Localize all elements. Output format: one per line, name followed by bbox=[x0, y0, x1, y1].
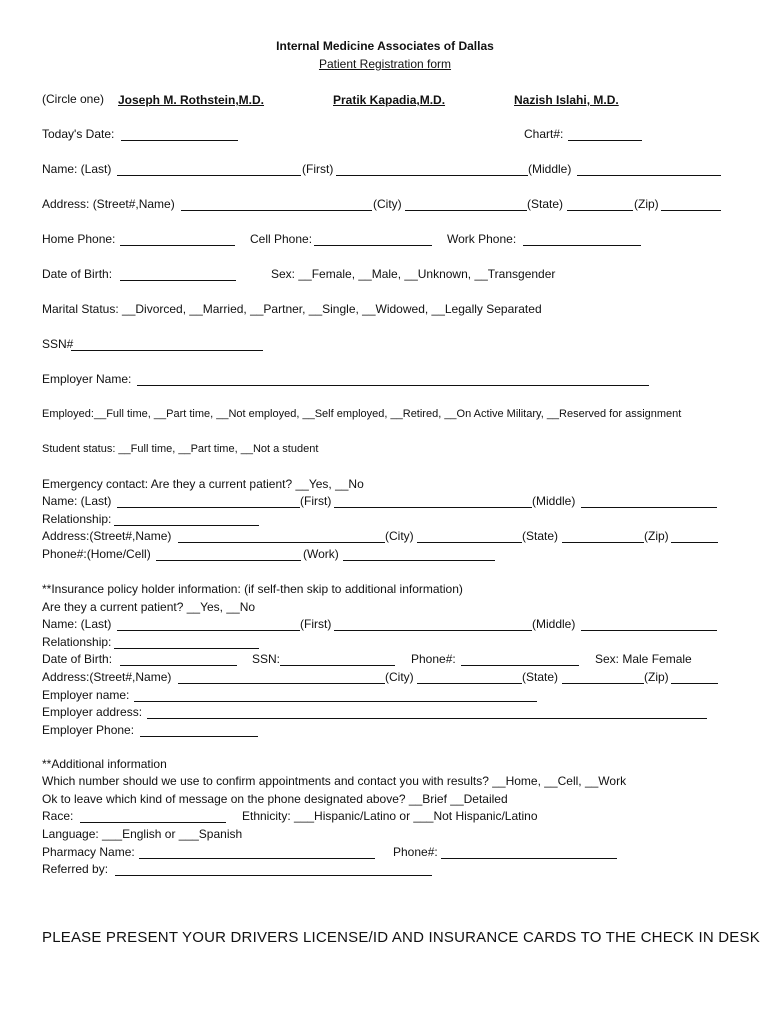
employer-name-label: Employer Name: bbox=[42, 372, 132, 386]
emergency-name-last-field[interactable] bbox=[117, 507, 300, 508]
emergency-relationship-field[interactable] bbox=[114, 525, 259, 526]
student-status-options[interactable]: Student status: __Full time, __Part time, __Not a student bbox=[42, 443, 319, 455]
insurance-name-last-label: Name: (Last) bbox=[42, 617, 112, 631]
insurance-name-last-field[interactable] bbox=[117, 630, 300, 631]
emergency-work-field[interactable] bbox=[343, 560, 495, 561]
form-title: Patient Registration form bbox=[318, 57, 452, 71]
cell-phone-label: Cell Phone: bbox=[250, 232, 313, 246]
insurance-phone-label: Phone#: bbox=[411, 652, 456, 666]
todays-date-field[interactable] bbox=[121, 140, 238, 141]
emergency-city-label: (City) bbox=[385, 529, 414, 543]
race-label: Race: bbox=[42, 809, 74, 823]
insurance-zip-field[interactable] bbox=[671, 683, 718, 684]
ethnicity-options[interactable]: Ethnicity: ___Hispanic/Latino or ___Not Hispanic/Latino bbox=[242, 809, 538, 823]
name-middle-label: (Middle) bbox=[528, 162, 572, 176]
employer-name-field[interactable] bbox=[137, 385, 649, 386]
insurance-employer-name-field[interactable] bbox=[134, 701, 537, 702]
work-phone-label: Work Phone: bbox=[447, 232, 517, 246]
insurance-employer-phone-label: Employer Phone: bbox=[42, 723, 135, 737]
race-field[interactable] bbox=[80, 822, 226, 823]
additional-section-title: **Additional information bbox=[42, 757, 167, 771]
emergency-city-field[interactable] bbox=[417, 542, 522, 543]
insurance-address-street-field[interactable] bbox=[178, 683, 385, 684]
address-zip-label: (Zip) bbox=[634, 197, 659, 211]
doctor-option-kapadia[interactable]: Pratik Kapadia,M.D. bbox=[333, 93, 446, 107]
chart-field[interactable] bbox=[568, 140, 642, 141]
insurance-name-first-label: (First) bbox=[300, 617, 332, 631]
emergency-name-first-field[interactable] bbox=[334, 507, 532, 508]
check-in-notice: PLEASE PRESENT YOUR DRIVERS LICENSE/ID AND INSURANCE CARDS TO THE CHECK IN DESK bbox=[42, 929, 760, 946]
insurance-zip-label: (Zip) bbox=[644, 670, 669, 684]
address-street-field[interactable] bbox=[181, 210, 372, 211]
insurance-employer-address-field[interactable] bbox=[147, 718, 707, 719]
name-first-field[interactable] bbox=[336, 175, 528, 176]
emergency-contact-question[interactable]: Emergency contact: Are they a current patient? __Yes, __No bbox=[42, 477, 364, 491]
insurance-state-field[interactable] bbox=[562, 683, 644, 684]
employment-status-options[interactable]: Employed:__Full time, __Part time, __Not employed, __Self employed, __Retired, __On Active Military, __Reserved for assignment bbox=[42, 408, 682, 420]
insurance-employer-phone-field[interactable] bbox=[140, 736, 258, 737]
insurance-dob-field[interactable] bbox=[120, 665, 237, 666]
emergency-work-label: (Work) bbox=[303, 547, 339, 561]
ssn-label: SSN# bbox=[42, 337, 74, 351]
referred-by-label: Referred by: bbox=[42, 862, 109, 876]
language-options[interactable]: Language: ___English or ___Spanish bbox=[42, 827, 243, 841]
cell-phone-field[interactable] bbox=[314, 245, 432, 246]
emergency-relationship-label: Relationship: bbox=[42, 512, 112, 526]
circle-one-label: (Circle one) bbox=[42, 92, 105, 106]
insurance-dob-label: Date of Birth: bbox=[42, 652, 113, 666]
referred-by-field[interactable] bbox=[115, 875, 432, 876]
org-title: Internal Medicine Associates of Dallas bbox=[276, 39, 494, 53]
insurance-city-label: (City) bbox=[385, 670, 414, 684]
marital-status-options[interactable]: Marital Status: __Divorced, __Married, __Partner, __Single, __Widowed, __Legally Separated bbox=[42, 302, 542, 316]
insurance-ssn-label: SSN: bbox=[252, 652, 281, 666]
chart-label: Chart#: bbox=[524, 127, 564, 141]
insurance-ssn-field[interactable] bbox=[280, 665, 395, 666]
doctor-option-rothstein[interactable]: Joseph M. Rothstein,M.D. bbox=[118, 93, 265, 107]
insurance-address-label: Address:(Street#,Name) bbox=[42, 670, 172, 684]
emergency-name-first-label: (First) bbox=[300, 494, 332, 508]
insurance-current-patient-question[interactable]: Are they a current patient? __Yes, __No bbox=[42, 600, 256, 614]
emergency-phone-field[interactable] bbox=[156, 560, 301, 561]
pharmacy-name-label: Pharmacy Name: bbox=[42, 845, 135, 859]
name-first-label: (First) bbox=[302, 162, 334, 176]
address-city-label: (City) bbox=[373, 197, 402, 211]
insurance-employer-name-label: Employer name: bbox=[42, 688, 130, 702]
emergency-name-last-label: Name: (Last) bbox=[42, 494, 112, 508]
address-city-field[interactable] bbox=[405, 210, 527, 211]
pharmacy-phone-field[interactable] bbox=[441, 858, 617, 859]
insurance-sex-options[interactable]: Sex: Male Female bbox=[595, 652, 692, 666]
emergency-zip-label: (Zip) bbox=[644, 529, 669, 543]
emergency-address-street-field[interactable] bbox=[178, 542, 385, 543]
emergency-state-label: (State) bbox=[522, 529, 559, 543]
emergency-name-middle-field[interactable] bbox=[581, 507, 717, 508]
sex-options[interactable]: Sex: __Female, __Male, __Unknown, __Transgender bbox=[271, 267, 556, 281]
home-phone-field[interactable] bbox=[120, 245, 235, 246]
ssn-field[interactable] bbox=[71, 350, 263, 351]
insurance-state-label: (State) bbox=[522, 670, 559, 684]
emergency-phone-label: Phone#:(Home/Cell) bbox=[42, 547, 151, 561]
name-last-field[interactable] bbox=[117, 175, 301, 176]
insurance-relationship-label: Relationship: bbox=[42, 635, 112, 649]
address-state-field[interactable] bbox=[567, 210, 633, 211]
home-phone-label: Home Phone: bbox=[42, 232, 116, 246]
insurance-phone-field[interactable] bbox=[461, 665, 579, 666]
emergency-zip-field[interactable] bbox=[671, 542, 718, 543]
insurance-name-middle-field[interactable] bbox=[581, 630, 717, 631]
insurance-name-middle-label: (Middle) bbox=[532, 617, 576, 631]
pharmacy-name-field[interactable] bbox=[139, 858, 375, 859]
work-phone-field[interactable] bbox=[523, 245, 641, 246]
message-type-options[interactable]: Ok to leave which kind of message on the phone designated above? __Brief __Detailed bbox=[42, 792, 508, 806]
contact-number-options[interactable]: Which number should we use to confirm appointments and contact you with results? __Home, __Cell, __Work bbox=[42, 774, 627, 788]
emergency-address-label: Address:(Street#,Name) bbox=[42, 529, 172, 543]
insurance-section-title: **Insurance policy holder information: (if self-then skip to additional information) bbox=[42, 582, 463, 596]
doctor-option-islahi[interactable]: Nazish Islahi, M.D. bbox=[514, 93, 619, 107]
insurance-name-first-field[interactable] bbox=[334, 630, 532, 631]
pharmacy-phone-label: Phone#: bbox=[393, 845, 438, 859]
address-label: Address: (Street#,Name) bbox=[42, 197, 175, 211]
name-middle-field[interactable] bbox=[577, 175, 721, 176]
emergency-state-field[interactable] bbox=[562, 542, 644, 543]
todays-date-label: Today's Date: bbox=[42, 127, 115, 141]
dob-field[interactable] bbox=[120, 280, 236, 281]
address-zip-field[interactable] bbox=[661, 210, 721, 211]
emergency-name-middle-label: (Middle) bbox=[532, 494, 576, 508]
dob-label: Date of Birth: bbox=[42, 267, 113, 281]
address-state-label: (State) bbox=[527, 197, 564, 211]
name-last-label: Name: (Last) bbox=[42, 162, 112, 176]
insurance-relationship-field[interactable] bbox=[114, 648, 259, 649]
insurance-employer-address-label: Employer address: bbox=[42, 705, 143, 719]
insurance-city-field[interactable] bbox=[417, 683, 522, 684]
